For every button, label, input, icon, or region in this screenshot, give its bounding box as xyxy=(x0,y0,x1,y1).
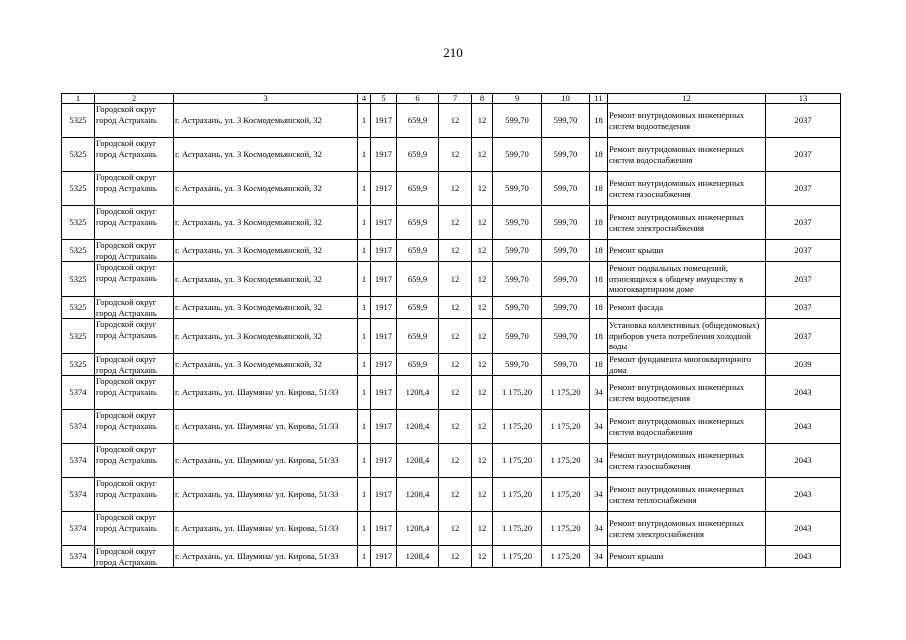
cell-work-type: Ремонт внутридомовых инженерных систем газоснабжения xyxy=(608,444,766,478)
cell-planned-year: 2037 xyxy=(766,297,841,319)
cell-col-4: 1 xyxy=(358,444,371,478)
cell-district: Городской округ город Астрахань xyxy=(95,354,174,376)
cell-col-4: 1 xyxy=(358,138,371,172)
table-row xyxy=(62,206,841,240)
cell-cost-b: 599,70 xyxy=(542,297,590,319)
table-row xyxy=(62,410,841,444)
column-header-6: 6 xyxy=(397,94,439,104)
cell-cost-b: 599,70 xyxy=(542,354,590,376)
cell-row-number: 5374 xyxy=(62,546,95,568)
cell-work-type: Ремонт фундамента многоквартирного дома xyxy=(608,354,766,376)
cell-row-number: 5325 xyxy=(62,240,95,262)
cell-work-type: Ремонт внутридомовых инженерных систем газоснабжения xyxy=(608,172,766,206)
cell-col-11: 34 xyxy=(590,546,608,568)
cell-cost-a: 1 175,20 xyxy=(493,478,542,512)
cell-planned-year: 2043 xyxy=(766,478,841,512)
cell-col-7: 12 xyxy=(439,354,472,376)
cell-col-4: 1 xyxy=(358,172,371,206)
table-row xyxy=(62,297,841,319)
table-row xyxy=(62,104,841,138)
cell-cost-a: 599,70 xyxy=(493,104,542,138)
cell-col-8: 12 xyxy=(472,138,493,172)
cell-work-type: Ремонт внутридомовых инженерных систем водоснабжения xyxy=(608,410,766,444)
cell-area: 659,9 xyxy=(397,206,439,240)
cell-area: 659,9 xyxy=(397,262,439,297)
cell-planned-year: 2043 xyxy=(766,546,841,568)
cell-col-8: 12 xyxy=(472,172,493,206)
cell-build-year: 1917 xyxy=(371,512,397,546)
cell-address: г. Астрахань, ул. Шаумяна/ ул. Кирова, 51/33 xyxy=(174,546,358,568)
cell-cost-b: 1 175,20 xyxy=(542,410,590,444)
cell-col-4: 1 xyxy=(358,478,371,512)
cell-area: 1208,4 xyxy=(397,376,439,410)
cell-col-7: 12 xyxy=(439,138,472,172)
cell-row-number: 5374 xyxy=(62,376,95,410)
cell-address: г. Астрахань, ул. 3 Космодемьянской, 32 xyxy=(174,354,358,376)
cell-cost-b: 599,70 xyxy=(542,104,590,138)
column-header-2: 2 xyxy=(95,94,174,104)
cell-district: Городской округ город Астрахань xyxy=(95,546,174,568)
cell-cost-a: 1 175,20 xyxy=(493,444,542,478)
cell-district: Городской округ город Астрахань xyxy=(95,206,174,240)
cell-row-number: 5325 xyxy=(62,262,95,297)
cell-cost-a: 1 175,20 xyxy=(493,546,542,568)
cell-cost-a: 599,70 xyxy=(493,172,542,206)
cell-col-7: 12 xyxy=(439,546,472,568)
column-header-9: 9 xyxy=(493,94,542,104)
cell-row-number: 5325 xyxy=(62,138,95,172)
cell-col-7: 12 xyxy=(439,319,472,354)
table-row xyxy=(62,478,841,512)
cell-col-8: 12 xyxy=(472,297,493,319)
cell-cost-a: 599,70 xyxy=(493,319,542,354)
cell-col-4: 1 xyxy=(358,410,371,444)
cell-district: Городской округ город Астрахань xyxy=(95,172,174,206)
cell-build-year: 1917 xyxy=(371,546,397,568)
column-header-1: 1 xyxy=(62,94,95,104)
cell-build-year: 1917 xyxy=(371,478,397,512)
cell-work-type: Ремонт фасада xyxy=(608,297,766,319)
cell-col-7: 12 xyxy=(439,376,472,410)
cell-col-7: 12 xyxy=(439,206,472,240)
cell-area: 659,9 xyxy=(397,354,439,376)
cell-col-8: 12 xyxy=(472,262,493,297)
cell-area: 1208,4 xyxy=(397,410,439,444)
cell-district: Городской округ город Астрахань xyxy=(95,240,174,262)
cell-build-year: 1917 xyxy=(371,354,397,376)
cell-cost-b: 599,70 xyxy=(542,172,590,206)
cell-planned-year: 2037 xyxy=(766,138,841,172)
cell-col-4: 1 xyxy=(358,297,371,319)
cell-address: г. Астрахань, ул. Шаумяна/ ул. Кирова, 51/33 xyxy=(174,376,358,410)
column-header-12: 12 xyxy=(608,94,766,104)
cell-col-7: 12 xyxy=(439,410,472,444)
cell-address: г. Астрахань, ул. 3 Космодемьянской, 32 xyxy=(174,262,358,297)
cell-work-type: Ремонт внутридомовых инженерных систем электроснабжения xyxy=(608,206,766,240)
cell-col-7: 12 xyxy=(439,512,472,546)
table-row xyxy=(62,354,841,376)
cell-address: г. Астрахань, ул. Шаумяна/ ул. Кирова, 51/33 xyxy=(174,444,358,478)
cell-row-number: 5374 xyxy=(62,478,95,512)
cell-address: г. Астрахань, ул. Шаумяна/ ул. Кирова, 51/33 xyxy=(174,512,358,546)
cell-col-11: 18 xyxy=(590,262,608,297)
cell-col-8: 12 xyxy=(472,240,493,262)
cell-cost-b: 599,70 xyxy=(542,262,590,297)
cell-work-type: Установка коллективных (общедомовых) приборов учета потребления холодной воды xyxy=(608,319,766,354)
cell-area: 659,9 xyxy=(397,297,439,319)
cell-cost-a: 599,70 xyxy=(493,206,542,240)
cell-col-7: 12 xyxy=(439,240,472,262)
cell-area: 1208,4 xyxy=(397,512,439,546)
cell-address: г. Астрахань, ул. 3 Космодемьянской, 32 xyxy=(174,240,358,262)
cell-work-type: Ремонт крыши xyxy=(608,546,766,568)
table-row xyxy=(62,138,841,172)
cell-col-11: 34 xyxy=(590,444,608,478)
cell-col-8: 12 xyxy=(472,354,493,376)
cell-cost-a: 1 175,20 xyxy=(493,410,542,444)
cell-build-year: 1917 xyxy=(371,104,397,138)
cell-cost-a: 599,70 xyxy=(493,297,542,319)
cell-cost-a: 599,70 xyxy=(493,262,542,297)
cell-address: г. Астрахань, ул. Шаумяна/ ул. Кирова, 51/33 xyxy=(174,410,358,444)
cell-col-8: 12 xyxy=(472,376,493,410)
column-header-7: 7 xyxy=(439,94,472,104)
table-row xyxy=(62,376,841,410)
cell-work-type: Ремонт внутридомовых инженерных систем водоотведения xyxy=(608,376,766,410)
column-header-3: 3 xyxy=(174,94,358,104)
cell-col-8: 12 xyxy=(472,444,493,478)
cell-col-8: 12 xyxy=(472,410,493,444)
cell-cost-a: 599,70 xyxy=(493,354,542,376)
cell-col-11: 18 xyxy=(590,319,608,354)
cell-district: Городской округ город Астрахань xyxy=(95,478,174,512)
cell-planned-year: 2039 xyxy=(766,354,841,376)
cell-col-4: 1 xyxy=(358,512,371,546)
cell-build-year: 1917 xyxy=(371,410,397,444)
cell-build-year: 1917 xyxy=(371,206,397,240)
cell-district: Городской округ город Астрахань xyxy=(95,376,174,410)
cell-row-number: 5374 xyxy=(62,512,95,546)
cell-district: Городской округ город Астрахань xyxy=(95,297,174,319)
cell-row-number: 5325 xyxy=(62,172,95,206)
cell-col-11: 34 xyxy=(590,512,608,546)
cell-col-7: 12 xyxy=(439,262,472,297)
cell-planned-year: 2037 xyxy=(766,104,841,138)
cell-build-year: 1917 xyxy=(371,297,397,319)
cell-address: г. Астрахань, ул. 3 Космодемьянской, 32 xyxy=(174,104,358,138)
cell-district: Городской округ город Астрахань xyxy=(95,262,174,297)
cell-cost-b: 1 175,20 xyxy=(542,546,590,568)
cell-col-4: 1 xyxy=(358,104,371,138)
cell-col-7: 12 xyxy=(439,172,472,206)
cell-area: 659,9 xyxy=(397,104,439,138)
cell-col-11: 18 xyxy=(590,138,608,172)
cell-district: Городской округ город Астрахань xyxy=(95,444,174,478)
cell-row-number: 5325 xyxy=(62,206,95,240)
cell-col-11: 34 xyxy=(590,410,608,444)
cell-area: 659,9 xyxy=(397,172,439,206)
cell-address: г. Астрахань, ул. 3 Космодемьянской, 32 xyxy=(174,138,358,172)
cell-col-11: 34 xyxy=(590,376,608,410)
cell-build-year: 1917 xyxy=(371,319,397,354)
cell-area: 1208,4 xyxy=(397,444,439,478)
cell-planned-year: 2037 xyxy=(766,319,841,354)
table-row xyxy=(62,262,841,297)
cell-col-4: 1 xyxy=(358,546,371,568)
cell-cost-a: 1 175,20 xyxy=(493,376,542,410)
cell-area: 659,9 xyxy=(397,138,439,172)
column-header-11: 11 xyxy=(590,94,608,104)
cell-address: г. Астрахань, ул. 3 Космодемьянской, 32 xyxy=(174,206,358,240)
repair-schedule-table xyxy=(61,93,841,568)
cell-build-year: 1917 xyxy=(371,138,397,172)
cell-planned-year: 2043 xyxy=(766,512,841,546)
cell-district: Городской округ город Астрахань xyxy=(95,138,174,172)
table-row xyxy=(62,512,841,546)
cell-col-11: 34 xyxy=(590,478,608,512)
cell-address: г. Астрахань, ул. Шаумяна/ ул. Кирова, 51/33 xyxy=(174,478,358,512)
cell-col-11: 18 xyxy=(590,240,608,262)
cell-col-8: 12 xyxy=(472,512,493,546)
cell-row-number: 5325 xyxy=(62,354,95,376)
cell-address: г. Астрахань, ул. 3 Космодемьянской, 32 xyxy=(174,172,358,206)
table-row xyxy=(62,319,841,354)
cell-col-4: 1 xyxy=(358,262,371,297)
cell-col-8: 12 xyxy=(472,104,493,138)
column-header-4: 4 xyxy=(358,94,371,104)
cell-district: Городской округ город Астрахань xyxy=(95,512,174,546)
cell-work-type: Ремонт внутридомовых инженерных систем теплоснабжения xyxy=(608,478,766,512)
cell-col-8: 12 xyxy=(472,478,493,512)
cell-col-4: 1 xyxy=(358,240,371,262)
cell-col-4: 1 xyxy=(358,354,371,376)
cell-col-11: 18 xyxy=(590,206,608,240)
cell-row-number: 5374 xyxy=(62,410,95,444)
cell-planned-year: 2043 xyxy=(766,376,841,410)
cell-cost-b: 599,70 xyxy=(542,240,590,262)
cell-area: 1208,4 xyxy=(397,478,439,512)
cell-row-number: 5325 xyxy=(62,104,95,138)
cell-work-type: Ремонт крыши xyxy=(608,240,766,262)
cell-area: 1208,4 xyxy=(397,546,439,568)
cell-col-7: 12 xyxy=(439,478,472,512)
cell-area: 659,9 xyxy=(397,319,439,354)
cell-cost-b: 1 175,20 xyxy=(542,444,590,478)
cell-planned-year: 2037 xyxy=(766,206,841,240)
cell-col-4: 1 xyxy=(358,206,371,240)
cell-col-11: 18 xyxy=(590,297,608,319)
cell-build-year: 1917 xyxy=(371,172,397,206)
cell-district: Городской округ город Астрахань xyxy=(95,104,174,138)
cell-build-year: 1917 xyxy=(371,240,397,262)
cell-row-number: 5374 xyxy=(62,444,95,478)
cell-col-11: 18 xyxy=(590,172,608,206)
cell-col-11: 18 xyxy=(590,354,608,376)
cell-col-8: 12 xyxy=(472,206,493,240)
column-header-10: 10 xyxy=(542,94,590,104)
cell-cost-b: 599,70 xyxy=(542,319,590,354)
cell-col-8: 12 xyxy=(472,546,493,568)
table-row xyxy=(62,546,841,568)
cell-col-8: 12 xyxy=(472,319,493,354)
header-row xyxy=(62,94,841,104)
cell-planned-year: 2037 xyxy=(766,262,841,297)
cell-cost-b: 1 175,20 xyxy=(542,376,590,410)
cell-cost-b: 599,70 xyxy=(542,138,590,172)
cell-cost-b: 599,70 xyxy=(542,206,590,240)
cell-cost-a: 599,70 xyxy=(493,138,542,172)
cell-planned-year: 2043 xyxy=(766,410,841,444)
cell-col-7: 12 xyxy=(439,297,472,319)
cell-row-number: 5325 xyxy=(62,319,95,354)
cell-work-type: Ремонт внутридомовых инженерных систем водоснабжения xyxy=(608,138,766,172)
cell-cost-b: 1 175,20 xyxy=(542,478,590,512)
cell-address: г. Астрахань, ул. 3 Космодемьянской, 32 xyxy=(174,319,358,354)
column-header-13: 13 xyxy=(766,94,841,104)
cell-district: Городской округ город Астрахань xyxy=(95,319,174,354)
column-header-8: 8 xyxy=(472,94,493,104)
table-row xyxy=(62,172,841,206)
table-row xyxy=(62,444,841,478)
cell-cost-a: 1 175,20 xyxy=(493,512,542,546)
cell-build-year: 1917 xyxy=(371,262,397,297)
cell-address: г. Астрахань, ул. 3 Космодемьянской, 32 xyxy=(174,297,358,319)
page-number: 210 xyxy=(443,45,463,60)
cell-build-year: 1917 xyxy=(371,444,397,478)
cell-col-4: 1 xyxy=(358,376,371,410)
cell-district: Городской округ город Астрахань xyxy=(95,410,174,444)
cell-cost-b: 1 175,20 xyxy=(542,512,590,546)
cell-build-year: 1917 xyxy=(371,376,397,410)
cell-work-type: Ремонт подвальных помещений, относящихся к общему имуществу в многоквартирном доме xyxy=(608,262,766,297)
cell-planned-year: 2043 xyxy=(766,444,841,478)
cell-work-type: Ремонт внутридомовых инженерных систем электроснабжения xyxy=(608,512,766,546)
cell-col-4: 1 xyxy=(358,319,371,354)
table-row xyxy=(62,240,841,262)
cell-planned-year: 2037 xyxy=(766,172,841,206)
cell-cost-a: 599,70 xyxy=(493,240,542,262)
cell-col-7: 12 xyxy=(439,444,472,478)
cell-col-7: 12 xyxy=(439,104,472,138)
column-header-5: 5 xyxy=(371,94,397,104)
cell-row-number: 5325 xyxy=(62,297,95,319)
cell-area: 659,9 xyxy=(397,240,439,262)
cell-work-type: Ремонт внутридомовых инженерных систем водоотведения xyxy=(608,104,766,138)
cell-col-11: 18 xyxy=(590,104,608,138)
cell-planned-year: 2037 xyxy=(766,240,841,262)
